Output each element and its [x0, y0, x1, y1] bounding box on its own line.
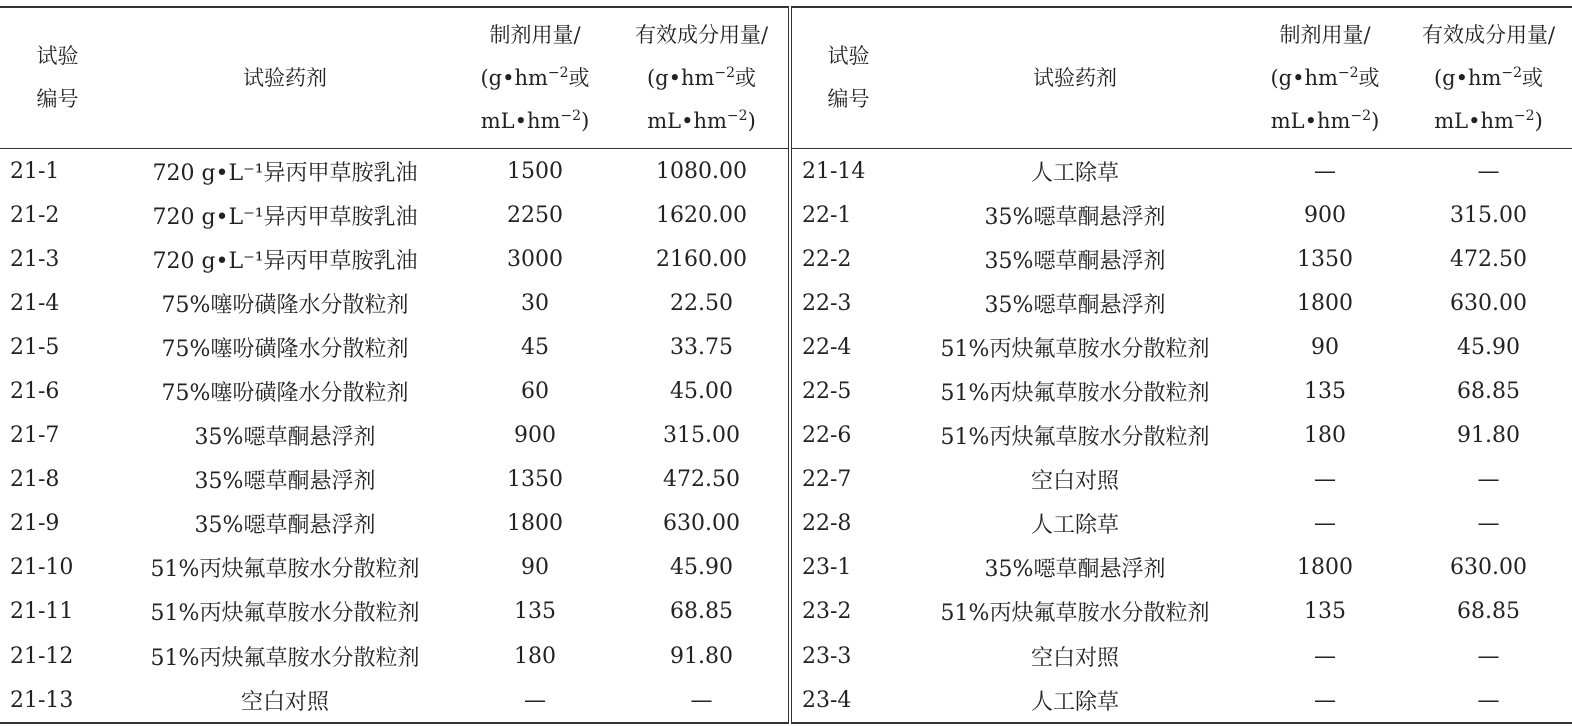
formulation-dose-left: 1350 [507, 467, 563, 493]
table-row [0, 237, 1572, 281]
trial-id-left: 21-10 [10, 555, 74, 581]
trial-id-left: 21-4 [10, 290, 60, 316]
active-dose-right: 630.00 [1450, 290, 1527, 316]
active-dose-right: 472.50 [1450, 246, 1527, 272]
formulation-dose-right: 135 [1304, 599, 1346, 625]
trial-id-right: 22-3 [802, 290, 852, 316]
active-dose-left: 2160.00 [615, 237, 790, 281]
trial-id-left: 21-3 [10, 246, 60, 272]
table-row [0, 502, 1572, 546]
active-dose-left: 91.80 [615, 634, 790, 678]
active-dose-left: 68.85 [615, 590, 790, 634]
trial-id-right: 22-4 [802, 334, 852, 360]
table-row [0, 281, 1572, 325]
agent-name-left: 720 g•L⁻¹异丙甲草胺乳油 [152, 204, 418, 230]
agent-name-left: 720 g•L⁻¹异丙甲草胺乳油 [152, 160, 418, 186]
formulation-dose-left: 60 [521, 379, 549, 405]
active-dose-right: 45.90 [1457, 334, 1520, 360]
active-dose-left: 33.75 [615, 325, 790, 369]
table-row [0, 149, 1572, 194]
trial-id-left: 21-2 [10, 202, 60, 228]
active-dose-left: 315.00 [615, 414, 790, 458]
active-dose-right: — [1477, 158, 1500, 184]
trial-id-left: 21-13 [10, 687, 74, 713]
agent-name-right: 空白对照 [1030, 645, 1119, 671]
trial-id-left: 21-6 [10, 379, 60, 405]
formulation-dose-left: 2250 [507, 202, 563, 228]
agent-name-left: 35%噁草酮悬浮剂 [194, 513, 376, 539]
trial-id-left: 21-11 [10, 599, 74, 625]
table-row [0, 325, 1572, 369]
active-dose-right: 630.00 [1450, 555, 1527, 581]
formulation-dose-right: 900 [1304, 202, 1346, 228]
active-dose-right: 68.85 [1457, 599, 1520, 625]
trial-id-right: 21-14 [802, 158, 866, 184]
agent-name-right: 35%噁草酮悬浮剂 [984, 292, 1166, 318]
trial-id-right: 23-3 [802, 643, 852, 669]
table-row [0, 369, 1572, 413]
trial-id-left: 21-8 [10, 467, 60, 493]
active-dose-left: 630.00 [615, 502, 790, 546]
header-formulation-left: 制剂用量/ ($g•hm^{-2}$或 $mL•hm^{-2}$) [455, 7, 615, 149]
trial-id-left: 21-7 [10, 423, 60, 449]
trial-id-left: 21-12 [10, 643, 74, 669]
table-row [0, 590, 1572, 634]
active-dose-right: — [1477, 643, 1500, 669]
active-dose-left: 1080.00 [615, 149, 790, 194]
agent-name-right: 人工除草 [1030, 160, 1119, 186]
header-agent-right: 试验药剂 [905, 7, 1245, 149]
trial-id-right: 22-6 [802, 423, 852, 449]
agent-name-left: 51%丙炔氟草胺水分散粒剂 [150, 645, 420, 671]
active-dose-right: — [1477, 511, 1500, 537]
formulation-dose-right: — [1314, 511, 1336, 537]
agent-name-left: 75%噻吩磺隆水分散粒剂 [161, 292, 409, 318]
table-row [0, 546, 1572, 590]
formulation-dose-right: 1350 [1297, 246, 1353, 272]
agent-name-left: 720 g•L⁻¹异丙甲草胺乳油 [152, 248, 418, 274]
agent-name-left: 35%噁草酮悬浮剂 [194, 425, 376, 451]
formulation-dose-left: 135 [514, 599, 556, 625]
formulation-dose-left: 45 [521, 334, 549, 360]
formulation-dose-left: 900 [514, 423, 556, 449]
formulation-dose-right: 180 [1304, 423, 1346, 449]
trial-id-left: 21-1 [10, 158, 60, 184]
formulation-dose-left: 3000 [507, 246, 563, 272]
formulation-dose-right: — [1314, 687, 1336, 713]
trial-id-right: 22-2 [802, 246, 852, 272]
formulation-dose-left: 1800 [507, 511, 563, 537]
active-dose-right: 315.00 [1450, 202, 1527, 228]
table-row [0, 678, 1572, 723]
agent-name-right: 人工除草 [1030, 689, 1119, 715]
agent-name-left: 75%噻吩磺隆水分散粒剂 [161, 336, 409, 362]
agent-name-left: 35%噁草酮悬浮剂 [194, 469, 376, 495]
formulation-dose-left: 90 [521, 555, 549, 581]
header-formulation-right: 制剂用量/ ($g•hm^{-2}$或 $mL•hm^{-2}$) [1245, 7, 1405, 149]
agent-name-left: 51%丙炔氟草胺水分散粒剂 [150, 557, 420, 583]
formulation-dose-left: 180 [514, 643, 556, 669]
table-row [0, 634, 1572, 678]
active-dose-right: — [1477, 467, 1500, 493]
formulation-dose-right: 1800 [1297, 555, 1353, 581]
agent-name-right: 51%丙炔氟草胺水分散粒剂 [940, 336, 1210, 362]
trial-id-right: 22-1 [802, 202, 852, 228]
active-dose-left: — [615, 678, 790, 723]
active-dose-right: 91.80 [1457, 423, 1520, 449]
trial-id-right: 22-8 [802, 511, 852, 537]
formulation-dose-left: 1500 [507, 158, 563, 184]
agent-name-right: 35%噁草酮悬浮剂 [984, 204, 1166, 230]
header-agent-left: 试验药剂 [115, 7, 455, 149]
active-dose-left: 45.90 [615, 546, 790, 590]
agent-name-right: 人工除草 [1030, 513, 1119, 539]
formulation-dose-right: 90 [1311, 334, 1339, 360]
active-dose-left: 22.50 [615, 281, 790, 325]
header-active-left: 有效成分用量/ ($g•hm^{-2}$或 $mL•hm^{-2}$) [615, 7, 790, 149]
active-dose-right: 68.85 [1457, 379, 1520, 405]
trial-id-left: 21-5 [10, 334, 60, 360]
trial-id-right: 23-4 [802, 687, 852, 713]
agent-name-right: 51%丙炔氟草胺水分散粒剂 [940, 601, 1210, 627]
header-id-right: 试验 编号 [790, 7, 905, 149]
trial-id-right: 22-5 [802, 379, 852, 405]
table-row [0, 458, 1572, 502]
trial-id-right: 23-2 [802, 599, 852, 625]
agent-name-right: 35%噁草酮悬浮剂 [984, 248, 1166, 274]
agent-name-right: 35%噁草酮悬浮剂 [984, 557, 1166, 583]
formulation-dose-right: — [1314, 158, 1336, 184]
active-dose-left: 472.50 [615, 458, 790, 502]
active-dose-left: 1620.00 [615, 193, 790, 237]
active-dose-right: — [1477, 687, 1500, 713]
table-header [0, 7, 1572, 149]
trial-agents-table [0, 6, 1572, 724]
table-row [0, 193, 1572, 237]
formulation-dose-left: 30 [521, 290, 549, 316]
formulation-dose-right: 135 [1304, 379, 1346, 405]
trial-id-right: 22-7 [802, 467, 852, 493]
table-row [0, 414, 1572, 458]
trial-id-right: 23-1 [802, 555, 852, 581]
header-active-right: 有效成分用量/ ($g•hm^{-2}$或 $mL•hm^{-2}$) [1405, 7, 1572, 149]
agent-name-left: 75%噻吩磺隆水分散粒剂 [161, 381, 409, 407]
formulation-dose-right: — [1314, 643, 1336, 669]
formulation-dose-left: — [524, 687, 546, 713]
trial-id-left: 21-9 [10, 511, 60, 537]
agent-name-right: 51%丙炔氟草胺水分散粒剂 [940, 425, 1210, 451]
agent-name-left: 空白对照 [240, 689, 329, 715]
header-id-left: 试验 编号 [0, 7, 115, 149]
table-body [0, 149, 1572, 724]
formulation-dose-right: 1800 [1297, 290, 1353, 316]
agent-name-right: 51%丙炔氟草胺水分散粒剂 [940, 381, 1210, 407]
formulation-dose-right: — [1314, 467, 1336, 493]
agent-name-right: 空白对照 [1030, 469, 1119, 495]
active-dose-left: 45.00 [615, 369, 790, 413]
agent-name-left: 51%丙炔氟草胺水分散粒剂 [150, 601, 420, 627]
